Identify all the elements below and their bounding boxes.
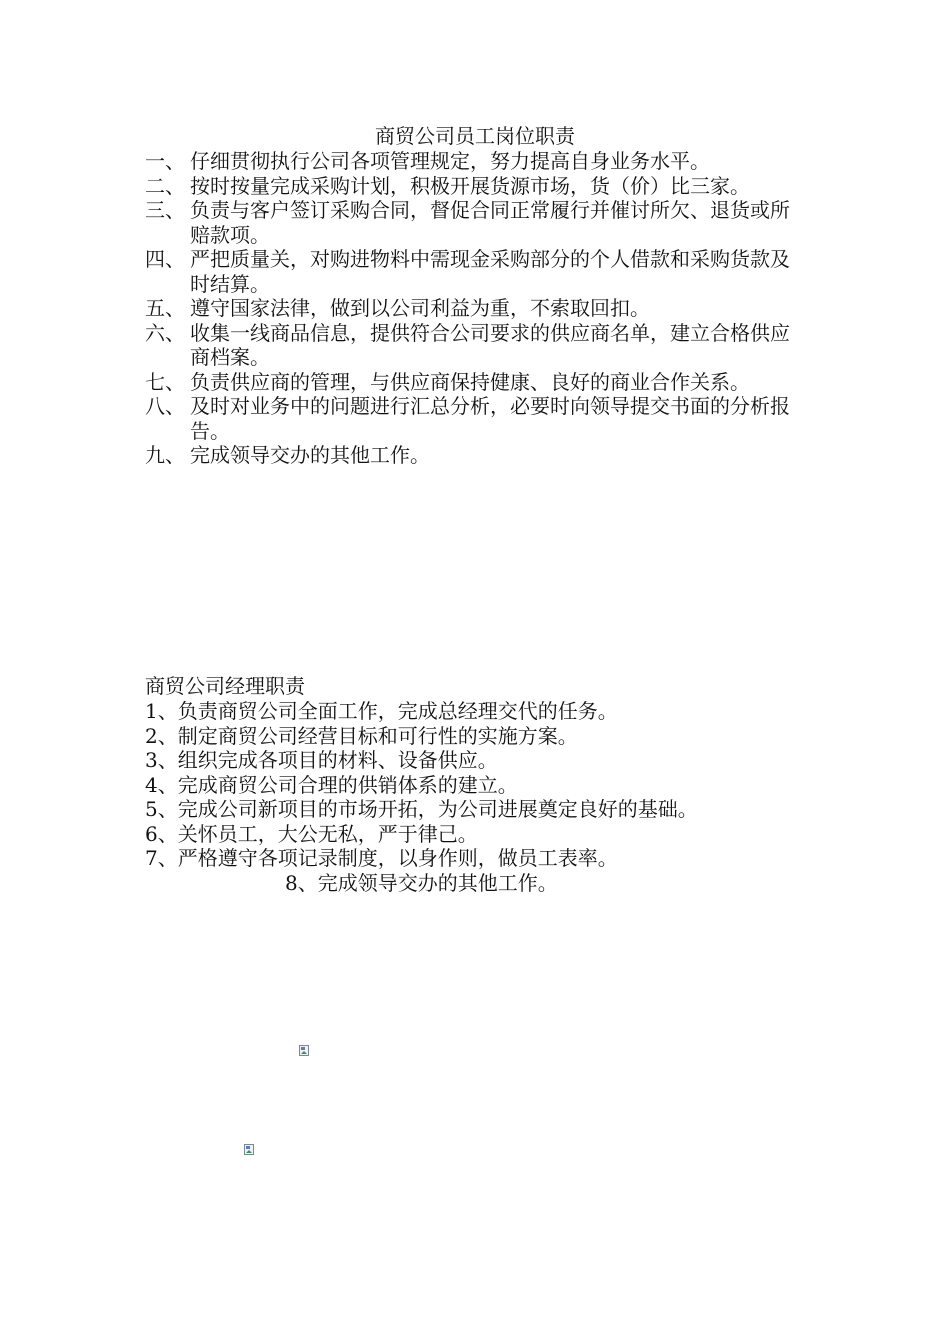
list-item: 1、负责商贸公司全面工作，完成总经理交代的任务。 (145, 699, 618, 723)
list-item: 6、关怀员工，大公无私，严于律己。 (145, 821, 478, 846)
item-text: 负责供应商的管理，与供应商保持健康、良好的商业合作关系。 (190, 369, 750, 394)
list-item (145, 174, 807, 199)
broken-image-icon (244, 1144, 254, 1155)
list-item (145, 321, 807, 370)
item-number: 七、 (145, 369, 185, 394)
section2-title: 商贸公司经理职责 (145, 674, 305, 698)
list-item: 5、完成公司新项目的市场开拓，为公司进展奠定良好的基础。 (145, 797, 698, 821)
item-text: 负责与客户签订采购合同，督促合同正常履行并催讨所欠、退货或所赔款项。 (190, 198, 790, 247)
item-number: 三、 (145, 198, 185, 222)
item-number: 一、 (145, 149, 185, 173)
broken-image-icon (299, 1045, 309, 1056)
list-item-last: 8、完成领导交办的其他工作。 (285, 871, 558, 895)
item-text: 仔细贯彻执行公司各项管理规定，努力提高自身业务水平。 (190, 149, 710, 173)
item-text: 完成领导交办的其他工作。 (190, 443, 430, 467)
item-number: 五、 (145, 296, 185, 320)
item-number: 四、 (145, 247, 185, 271)
section2-list (145, 699, 845, 871)
list-item (145, 247, 807, 296)
list-item (145, 296, 807, 321)
item-number: 二、 (145, 173, 185, 198)
list-item: 2、制定商贸公司经营目标和可行性的实施方案。 (145, 723, 578, 748)
item-text: 及时对业务中的问题进行汇总分析，必要时向领导提交书面的分析报告。 (190, 394, 790, 443)
section1-title: 商贸公司员工岗位职责 (375, 124, 575, 148)
list-item (145, 443, 807, 468)
item-number: 六、 (145, 320, 185, 345)
item-text: 收集一线商品信息，提供符合公司要求的供应商名单，建立合格供应商档案。 (190, 320, 790, 369)
section1-list (145, 149, 807, 468)
item-number: 八、 (145, 394, 185, 418)
item-text: 遵守国家法律，做到以公司利益为重，不索取回扣。 (190, 296, 650, 320)
list-item (145, 149, 807, 174)
list-item (145, 198, 807, 247)
list-item: 4、完成商贸公司合理的供销体系的建立。 (145, 772, 518, 797)
item-number: 九、 (145, 443, 185, 467)
list-item: 3、组织完成各项目的材料、设备供应。 (145, 748, 498, 772)
item-text: 按时按量完成采购计划，积极开展货源市场，货（价）比三家。 (190, 173, 750, 198)
list-item (145, 394, 807, 443)
list-item (145, 370, 807, 395)
item-text: 严把质量关，对购进物料中需现金采购部分的个人借款和采购货款及时结算。 (190, 247, 790, 296)
list-item: 7、严格遵守各项记录制度，以身作则，做员工表率。 (145, 846, 618, 870)
